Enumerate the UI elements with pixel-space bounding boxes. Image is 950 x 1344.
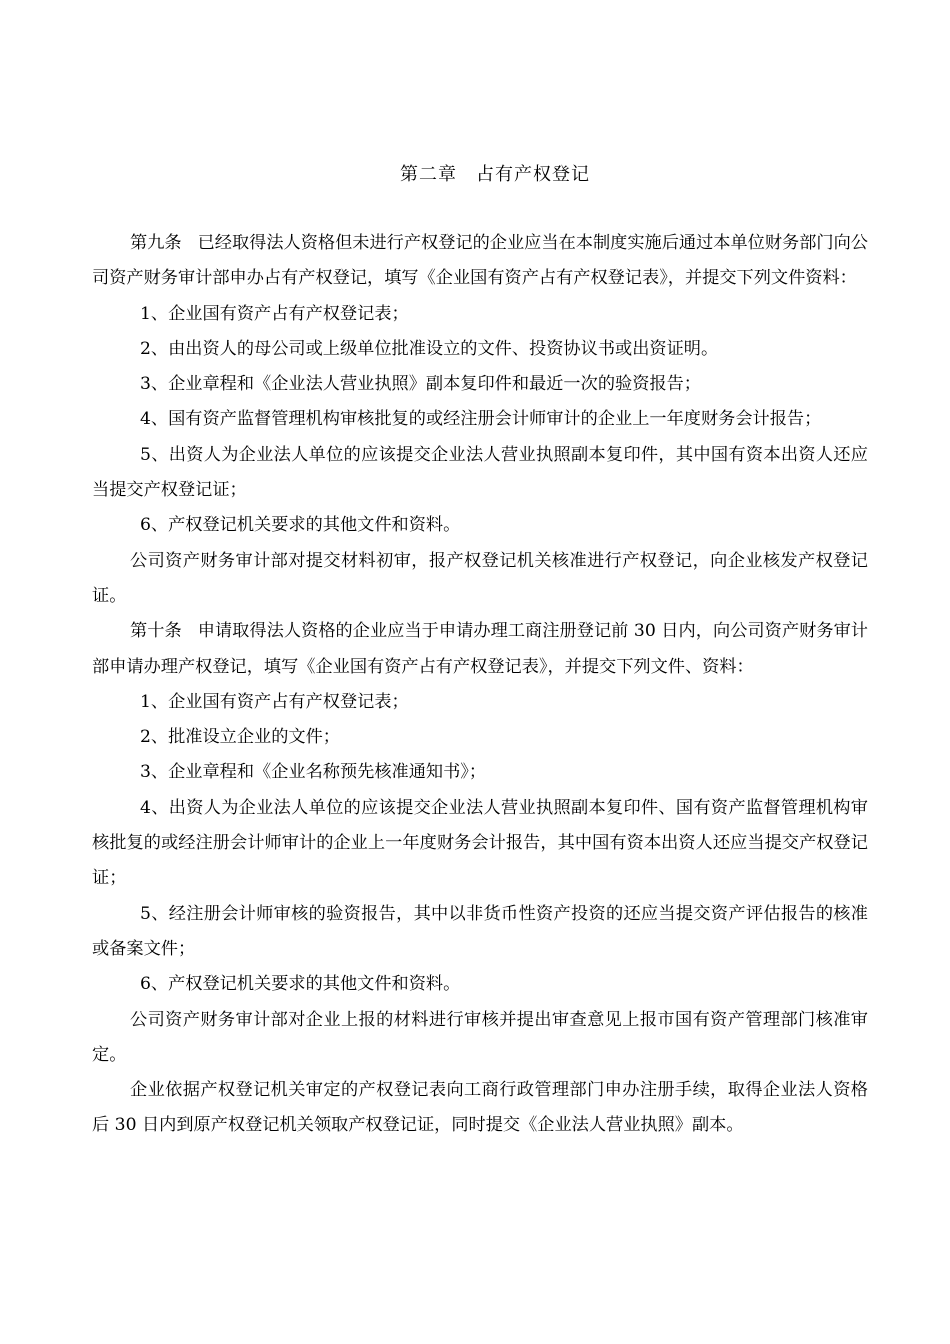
article-10-text: 申请取得法人资格的企业应当于申请办理工商注册登记前 30 日内，向公司资产财务审计部申请办理产权登记，填写《企业国有资产占有产权登记表》，并提交下列文件、资料： [92,621,868,677]
article-10-paragraph [92,614,868,685]
article-10-item-5: 5、经注册会计师审核的验资报告，其中以非货币性资产投资的还应当提交资产评估报告的核准或备案文件； [92,903,868,959]
article-9-paragraph [92,226,868,297]
document-body [92,226,868,1144]
chapter-title: 第二章 占有产权登记 [400,164,590,185]
article-10-item-4: 4、出资人为企业法人单位的应该提交企业法人营业执照副本复印件、国有资产监督管理机构审核批复的或经注册会计师审计的企业上一年度财务会计报告，其中国有资本出资人还应当提交产权登记证； [92,797,868,889]
article-10-label: 第十条 [130,621,182,642]
article-9-item-6: 6、产权登记机关要求的其他文件和资料。 [140,515,461,536]
article-9-text: 已经取得法人资格但未进行产权登记的企业应当在本制度实施后通过本单位财务部门向公司资产财务审计部申办占有产权登记，填写《企业国有资产占有产权登记表》，并提交下列文件资料： [92,233,868,289]
article-9-item-4: 4、国有资产监督管理机构审核批复的或经注册会计师审计的企业上一年度财务会计报告； [140,409,822,430]
article-9-item-3: 3、企业章程和《企业法人营业执照》副本复印件和最近一次的验资报告； [140,374,701,395]
article-9-closing: 公司资产财务审计部对提交材料初审，报产权登记机关核准进行产权登记，向企业核发产权登记证。 [92,550,868,606]
article-10-item-3: 3、企业章程和《企业名称预先核准通知书》； [140,762,487,783]
article-9-item-2: 2、由出资人的母公司或上级单位批准设立的文件、投资协议书或出资证明。 [140,338,719,359]
article-9-label: 第九条 [130,233,182,253]
article-10-closing: 公司资产财务审计部对企业上报的材料进行审核并提出审查意见上报市国有资产管理部门核准审定。 [92,1009,868,1065]
article-9-item-5: 5、出资人为企业法人单位的应该提交企业法人营业执照副本复印件，其中国有资本出资人还应当提交产权登记证； [92,444,868,501]
article-10-item-1: 1、企业国有资产占有产权登记表； [140,691,409,712]
article-10-item-6: 6、产权登记机关要求的其他文件和资料。 [140,974,461,995]
final-paragraph: 企业依据产权登记机关审定的产权登记表向工商行政管理部门申办注册手续，取得企业法人资格后 30 日内到原产权登记机关领取产权登记证，同时提交《企业法人营业执照》副本。 [92,1080,868,1136]
article-9-item-1: 1、企业国有资产占有产权登记表； [140,303,409,324]
article-10-item-2: 2、批准设立企业的文件； [140,727,340,748]
